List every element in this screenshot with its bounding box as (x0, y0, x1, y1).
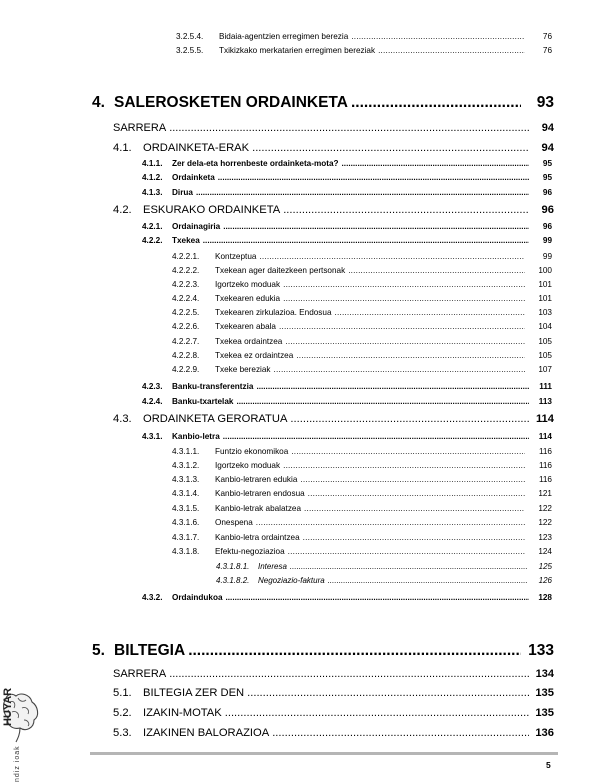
toc-title: IZAKIN-MOTAK (143, 707, 222, 719)
toc-leader (283, 461, 525, 470)
toc-leader (342, 159, 529, 168)
toc-page: 76 (542, 46, 552, 55)
toc-title: Kontzeptua (215, 252, 257, 261)
toc-page: 128 (538, 593, 552, 602)
toc-subsection[interactable] (142, 222, 552, 231)
toc-page: 76 (542, 32, 552, 41)
toc-number: 3.2.5.5. (176, 46, 204, 55)
toc-subsubsection[interactable] (172, 266, 552, 275)
toc-number: 4.1.2. (142, 173, 163, 182)
toc-page: 123 (538, 533, 552, 542)
toc-section[interactable] (113, 707, 554, 719)
toc-page: 116 (538, 447, 552, 456)
toc-title: Igortzeko moduak (215, 280, 281, 289)
toc-title: Kanbio-letra (172, 432, 220, 441)
toc-page: 122 (538, 504, 552, 513)
toc-chapter[interactable] (92, 642, 554, 660)
toc-title: BILTEGIA (114, 642, 186, 659)
toc-subsubsection[interactable] (172, 504, 552, 513)
toc-page: 99 (542, 236, 552, 245)
toc-section[interactable] (113, 727, 554, 739)
toc-number: 4.1. (113, 142, 132, 154)
toc-subsubsection[interactable] (172, 365, 552, 374)
toc-title: Banku-transferentzia (172, 382, 254, 391)
toc-number: 4.3.1.8. (172, 547, 200, 556)
toc-entry[interactable] (176, 32, 552, 41)
toc-leader (296, 351, 525, 360)
toc-number: 4.3.1.6. (172, 518, 200, 527)
toc-title: Txekea ordaintzea (215, 337, 283, 346)
toc-subsubsection[interactable] (172, 322, 552, 331)
toc-page: 116 (538, 461, 552, 470)
toc-title: Txekea ez ordaintzea (215, 351, 294, 360)
toc-page: 99 (542, 252, 552, 261)
toc-section[interactable] (113, 687, 554, 699)
toc-page: 124 (538, 547, 552, 556)
toc-title: Txekearen zirkulazioa. Endosua (215, 308, 332, 317)
toc-subsubsection[interactable] (172, 280, 552, 289)
toc-leader (169, 122, 529, 134)
toc-number: 4.2.2.6. (172, 322, 200, 331)
toc-number: 4.1.3. (142, 188, 163, 197)
toc-subsection[interactable] (142, 593, 552, 602)
toc-title: Negoziazio-faktura (258, 576, 325, 585)
toc-leader (283, 280, 525, 289)
toc-subsection[interactable] (142, 159, 552, 168)
toc-subsubsection[interactable] (172, 294, 552, 303)
toc-page: 135 (535, 707, 554, 719)
toc-title: Txekea (172, 236, 200, 245)
toc-title: Txekearen edukia (215, 294, 281, 303)
toc-subsubsection[interactable] (172, 308, 552, 317)
toc-page: 134 (535, 668, 554, 680)
toc-page: 101 (538, 294, 552, 303)
toc-number: 5.2. (113, 707, 132, 719)
toc-page: 114 (538, 432, 552, 441)
toc-title: BILTEGIA ZER DEN (143, 687, 245, 699)
toc-leader (304, 504, 525, 513)
toc-number: 4.2.1. (142, 222, 163, 231)
toc-section[interactable] (113, 413, 554, 425)
toc-leader (291, 447, 525, 456)
toc-title: Txeke bereziak (215, 365, 271, 374)
toc-page: 121 (538, 489, 552, 498)
toc-number: 4.2.2.2. (172, 266, 200, 275)
toc-number: 4.2.2.8. (172, 351, 200, 360)
toc-leader (283, 204, 529, 216)
toc-number: 4.2.2.4. (172, 294, 200, 303)
toc-subsection[interactable] (142, 188, 552, 197)
toc-chapter[interactable] (92, 94, 554, 112)
toc-leader (303, 533, 525, 542)
toc-title: Interesa (258, 562, 287, 571)
toc-leader (259, 252, 525, 261)
toc-title: Kanbio-letrak abalatzea (215, 504, 302, 513)
toc-leader (252, 142, 529, 154)
toc-number: 4.2.2.9. (172, 365, 200, 374)
toc-title: ORDAINKETA GERORATUA (143, 413, 288, 425)
toc-leader (223, 222, 529, 231)
toc-title: Kanbio-letraren endosua (215, 489, 305, 498)
toc-number: 4.2.2.1. (172, 252, 200, 261)
toc-page: 94 (541, 122, 554, 134)
toc-number: 4. (92, 94, 105, 111)
toc-page: 136 (535, 727, 554, 739)
toc-number: 4.3.1.1. (172, 447, 200, 456)
toc-subsubsection[interactable] (172, 252, 552, 261)
toc-number: 4.2. (113, 204, 132, 216)
toc-page: 101 (538, 280, 552, 289)
toc-leader (225, 707, 529, 719)
toc-page: 105 (538, 337, 552, 346)
toc-leader (256, 518, 525, 527)
toc-title: Igortzeko moduak (215, 461, 281, 470)
toc-section[interactable] (113, 204, 554, 216)
toc-leader (290, 562, 527, 571)
toc-page: 103 (538, 308, 552, 317)
toc-title: ORDAINKETA-ERAK (143, 142, 250, 154)
toc-number: 4.3.1.7. (172, 533, 200, 542)
toc-subsubsection[interactable] (172, 337, 552, 346)
toc-leader (348, 266, 525, 275)
toc-leader (256, 382, 529, 391)
toc-page: 116 (538, 475, 552, 484)
toc-number: 4.3.1.8.1. (216, 562, 250, 571)
toc-subsection[interactable] (142, 432, 552, 441)
toc-number: 5. (92, 642, 105, 659)
toc-title: Bidaia-agentzien erregimen berezia (219, 32, 349, 41)
toc-title: Funtzio ekonomikoa (215, 447, 289, 456)
toc-leader (335, 308, 525, 317)
toc-title: IZAKINEN BALORAZIOA (143, 727, 270, 739)
toc-subsubsection[interactable] (172, 547, 552, 556)
toc-leader (236, 397, 529, 406)
toc-title: Dirua (172, 188, 193, 197)
toc-title: SARRERA (113, 668, 167, 680)
toc-page: 95 (542, 173, 552, 182)
toc-subsubsection[interactable] (172, 461, 552, 470)
toc-subsection[interactable] (142, 236, 552, 245)
toc-title: Kanbio-letra ordaintzea (215, 533, 300, 542)
toc-leader (378, 46, 525, 55)
toc-number: 4.2.3. (142, 382, 163, 391)
toc-entry[interactable] (176, 46, 552, 55)
toc-leader (351, 94, 521, 112)
toc-subsubsection[interactable] (172, 533, 552, 542)
logo-sublettering: ndiz ioak (14, 745, 21, 782)
toc-number: 4.3.1. (142, 432, 163, 441)
toc-number: 4.1.1. (142, 159, 163, 168)
toc-subsubsection[interactable] (172, 447, 552, 456)
toc-leader (290, 413, 529, 425)
toc-title: Ordaindukoa (172, 593, 223, 602)
toc-leader (247, 687, 529, 699)
toc-number: 4.2.4. (142, 397, 163, 406)
toc-number: 4.3.1.2. (172, 461, 200, 470)
toc-title: Banku-txartelak (172, 397, 234, 406)
toc-title: ESKURAKO ORDAINKETA (143, 204, 281, 216)
toc-page: 96 (542, 222, 552, 231)
toc-leader (169, 668, 529, 680)
toc-subsection[interactable] (142, 173, 552, 182)
toc-leader (308, 489, 525, 498)
toc-page: 95 (542, 159, 552, 168)
toc-section[interactable] (113, 668, 554, 680)
toc-title: Kanbio-letraren edukia (215, 475, 298, 484)
toc-page: 107 (538, 365, 552, 374)
toc-page: 126 (538, 576, 552, 585)
toc-number: 4.3.1.8.2. (216, 576, 250, 585)
toc-leader (300, 475, 525, 484)
toc-title: Txekean ager daitezkeen pertsonak (215, 266, 346, 275)
toc-title: SARRERA (113, 122, 167, 134)
toc-subsection[interactable] (142, 397, 552, 406)
toc-section[interactable] (113, 122, 554, 134)
toc-leader (274, 365, 525, 374)
toc-title: Ordainketa (172, 173, 215, 182)
toc-page: 111 (539, 382, 552, 391)
toc-leader (218, 173, 529, 182)
toc-number: 3.2.5.4. (176, 32, 204, 41)
toc-number: 4.3.1.4. (172, 489, 200, 498)
toc-title: Zer dela-eta horrenbeste ordainketa-mota? (172, 159, 339, 168)
toc-leader (288, 547, 525, 556)
toc-number: 4.3.2. (142, 593, 163, 602)
footer-rule (90, 752, 558, 755)
toc-number: 4.3.1.3. (172, 475, 200, 484)
toc-subsection[interactable] (142, 382, 552, 391)
toc-leader (279, 322, 525, 331)
toc-leader (226, 593, 530, 602)
toc-section[interactable] (113, 142, 554, 154)
toc-number: 5.1. (113, 687, 132, 699)
page-number: 5 (546, 760, 551, 770)
toc-title: Txikizkako merkatarien erregimen bereziak (219, 46, 376, 55)
toc-page: 114 (535, 413, 554, 425)
toc-leader (328, 576, 527, 585)
toc-leader (272, 727, 529, 739)
toc-page: 94 (541, 142, 554, 154)
toc-page: 125 (538, 562, 552, 571)
toc-page: 122 (538, 518, 552, 527)
logo-lettering: HUYAR (2, 687, 14, 726)
toc-leader (285, 337, 525, 346)
toc-subsubsection[interactable] (172, 518, 552, 527)
toc-number: 4.3. (113, 413, 132, 425)
toc-page: 104 (538, 322, 552, 331)
toc-title: SALEROSKETEN ORDAINKETA (114, 94, 348, 111)
toc-subsubsection[interactable] (172, 475, 552, 484)
toc-page: 113 (538, 397, 552, 406)
toc-number: 4.2.2.7. (172, 337, 200, 346)
toc-subsubsection[interactable] (172, 351, 552, 360)
toc-title: Efektu-negoziazioa (215, 547, 285, 556)
toc-title: Onespena (215, 518, 253, 527)
toc-leader (283, 294, 525, 303)
toc-page: 96 (541, 204, 554, 216)
toc-leader (203, 236, 529, 245)
toc-page: 96 (542, 188, 552, 197)
toc-number: 4.3.1.5. (172, 504, 200, 513)
toc-number: 5.3. (113, 727, 132, 739)
toc-page: 135 (535, 687, 554, 699)
toc-leader (196, 188, 529, 197)
toc-leader (223, 432, 529, 441)
toc-number: 4.2.2.5. (172, 308, 200, 317)
toc-leader (188, 642, 521, 660)
toc-paragraph[interactable] (216, 576, 552, 585)
toc-title: Ordainagiria (172, 222, 221, 231)
toc-page: 133 (528, 642, 554, 659)
toc-page: 105 (538, 351, 552, 360)
toc-subsubsection[interactable] (172, 489, 552, 498)
toc-number: 4.2.2. (142, 236, 163, 245)
toc-number: 4.2.2.3. (172, 280, 200, 289)
toc-title: Txekearen abala (215, 322, 276, 331)
toc-page: 93 (536, 94, 554, 111)
toc-leader (351, 32, 525, 41)
toc-paragraph[interactable] (216, 562, 552, 571)
toc-page: 100 (538, 266, 552, 275)
